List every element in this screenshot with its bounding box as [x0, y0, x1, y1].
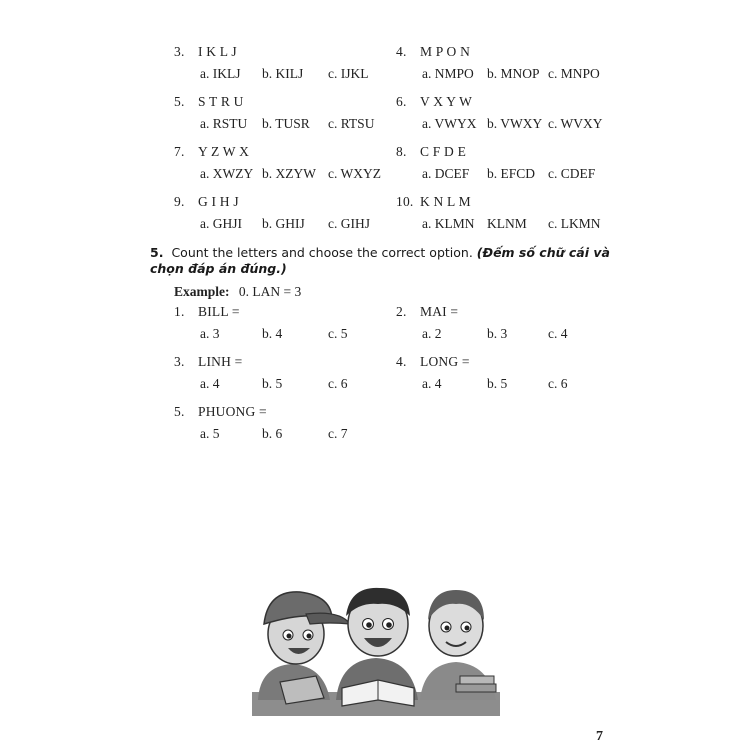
option-c[interactable]: c. 6 — [328, 376, 348, 391]
example-label: Example: — [174, 284, 230, 299]
option-a[interactable]: a. NMPO — [422, 66, 474, 81]
option-a[interactable]: a. 5 — [200, 426, 220, 441]
section-5-heading — [150, 245, 620, 277]
question-letters: G I H J — [198, 194, 239, 209]
option-c[interactable]: c. 6 — [548, 376, 568, 391]
cap-brim — [306, 613, 350, 624]
question-letters: Y Z W X — [198, 144, 250, 159]
question-word: PHUONG = — [198, 404, 267, 419]
question-item — [174, 404, 267, 420]
option-a[interactable]: a. XWZY — [200, 166, 254, 181]
section-translation: (Đếm số chữ cái và chọn đáp án đúng.) — [150, 245, 610, 276]
question-number: 3. — [174, 44, 185, 59]
option-c[interactable]: c. 7 — [328, 426, 348, 441]
option-c[interactable]: c. IJKL — [328, 66, 369, 81]
option-b[interactable]: b. GHIJ — [262, 216, 305, 231]
option-a[interactable]: a. 4 — [200, 376, 220, 391]
question-word: LONG = — [420, 354, 470, 369]
option-c[interactable]: c. CDEF — [548, 166, 596, 181]
option-b[interactable]: KLNM — [487, 216, 527, 231]
option-b[interactable]: b. XZYW — [262, 166, 316, 181]
question-number: 10. — [396, 194, 414, 209]
question-item — [396, 194, 471, 210]
question-item — [174, 44, 237, 60]
option-a[interactable]: a. VWYX — [422, 116, 477, 131]
question-item — [174, 144, 250, 160]
question-item — [174, 304, 240, 320]
question-item — [396, 144, 467, 160]
question-letters: S T R U — [198, 94, 244, 109]
option-b[interactable]: b. 6 — [262, 426, 283, 441]
option-b[interactable]: b. 5 — [262, 376, 283, 391]
option-c[interactable]: c. WVXY — [548, 116, 603, 131]
question-number: 6. — [396, 94, 407, 109]
question-word: MAI = — [420, 304, 459, 319]
option-c[interactable]: c. 5 — [328, 326, 348, 341]
question-item — [174, 354, 243, 370]
option-a[interactable]: a. IKLJ — [200, 66, 241, 81]
option-b[interactable]: b. TUSR — [262, 116, 310, 131]
question-letters: M P O N — [420, 44, 471, 59]
question-item — [174, 94, 244, 110]
question-item — [396, 44, 471, 60]
option-a[interactable]: a. DCEF — [422, 166, 470, 181]
question-item — [174, 194, 239, 210]
option-a[interactable]: a. GHJI — [200, 216, 242, 231]
question-word: BILL = — [198, 304, 240, 319]
option-c[interactable]: c. RTSU — [328, 116, 375, 131]
question-number: 4. — [396, 354, 407, 369]
option-b[interactable]: b. VWXY — [487, 116, 543, 131]
question-number: 7. — [174, 144, 185, 159]
question-word: LINH = — [198, 354, 243, 369]
question-number: 9. — [174, 194, 185, 209]
question-item — [396, 354, 470, 370]
question-number: 5. — [174, 404, 185, 419]
question-letters: V X Y W — [420, 94, 473, 109]
option-b[interactable]: b. EFCD — [487, 166, 536, 181]
page-number: 7 — [596, 729, 603, 744]
question-number: 5. — [174, 94, 185, 109]
question-number: 8. — [396, 144, 407, 159]
question-number: 2. — [396, 304, 407, 319]
option-c[interactable]: c. LKMN — [548, 216, 601, 231]
option-b[interactable]: b. MNOP — [487, 66, 540, 81]
option-b[interactable]: b. 5 — [487, 376, 508, 391]
example-text: 0. LAN = 3 — [238, 284, 302, 299]
option-c[interactable]: c. WXYZ — [328, 166, 381, 181]
question-letters: C F D E — [420, 144, 467, 159]
option-b[interactable]: b. 4 — [262, 326, 283, 341]
question-number: 3. — [174, 354, 185, 369]
question-number: 4. — [396, 44, 407, 59]
option-a[interactable]: a. 3 — [200, 326, 220, 341]
option-b[interactable]: b. KILJ — [262, 66, 304, 81]
example-line — [174, 284, 301, 300]
question-letters: I K L J — [198, 44, 237, 59]
section-instruction: Count the letters and choose the correct option. — [171, 245, 473, 260]
question-item — [396, 304, 459, 320]
option-a[interactable]: a. KLMN — [422, 216, 475, 231]
kids-reading-illustration — [250, 580, 502, 720]
option-c[interactable]: c. MNPO — [548, 66, 600, 81]
question-letters: K N L M — [420, 194, 471, 209]
option-b[interactable]: b. 3 — [487, 326, 508, 341]
option-c[interactable]: c. 4 — [548, 326, 568, 341]
option-c[interactable]: c. GIHJ — [328, 216, 370, 231]
question-item — [396, 94, 473, 110]
option-a[interactable]: a. 2 — [422, 326, 442, 341]
option-a[interactable]: a. RSTU — [200, 116, 248, 131]
option-a[interactable]: a. 4 — [422, 376, 442, 391]
book-stack — [456, 684, 496, 692]
section-number: 5. — [150, 245, 164, 260]
question-number: 1. — [174, 304, 185, 319]
